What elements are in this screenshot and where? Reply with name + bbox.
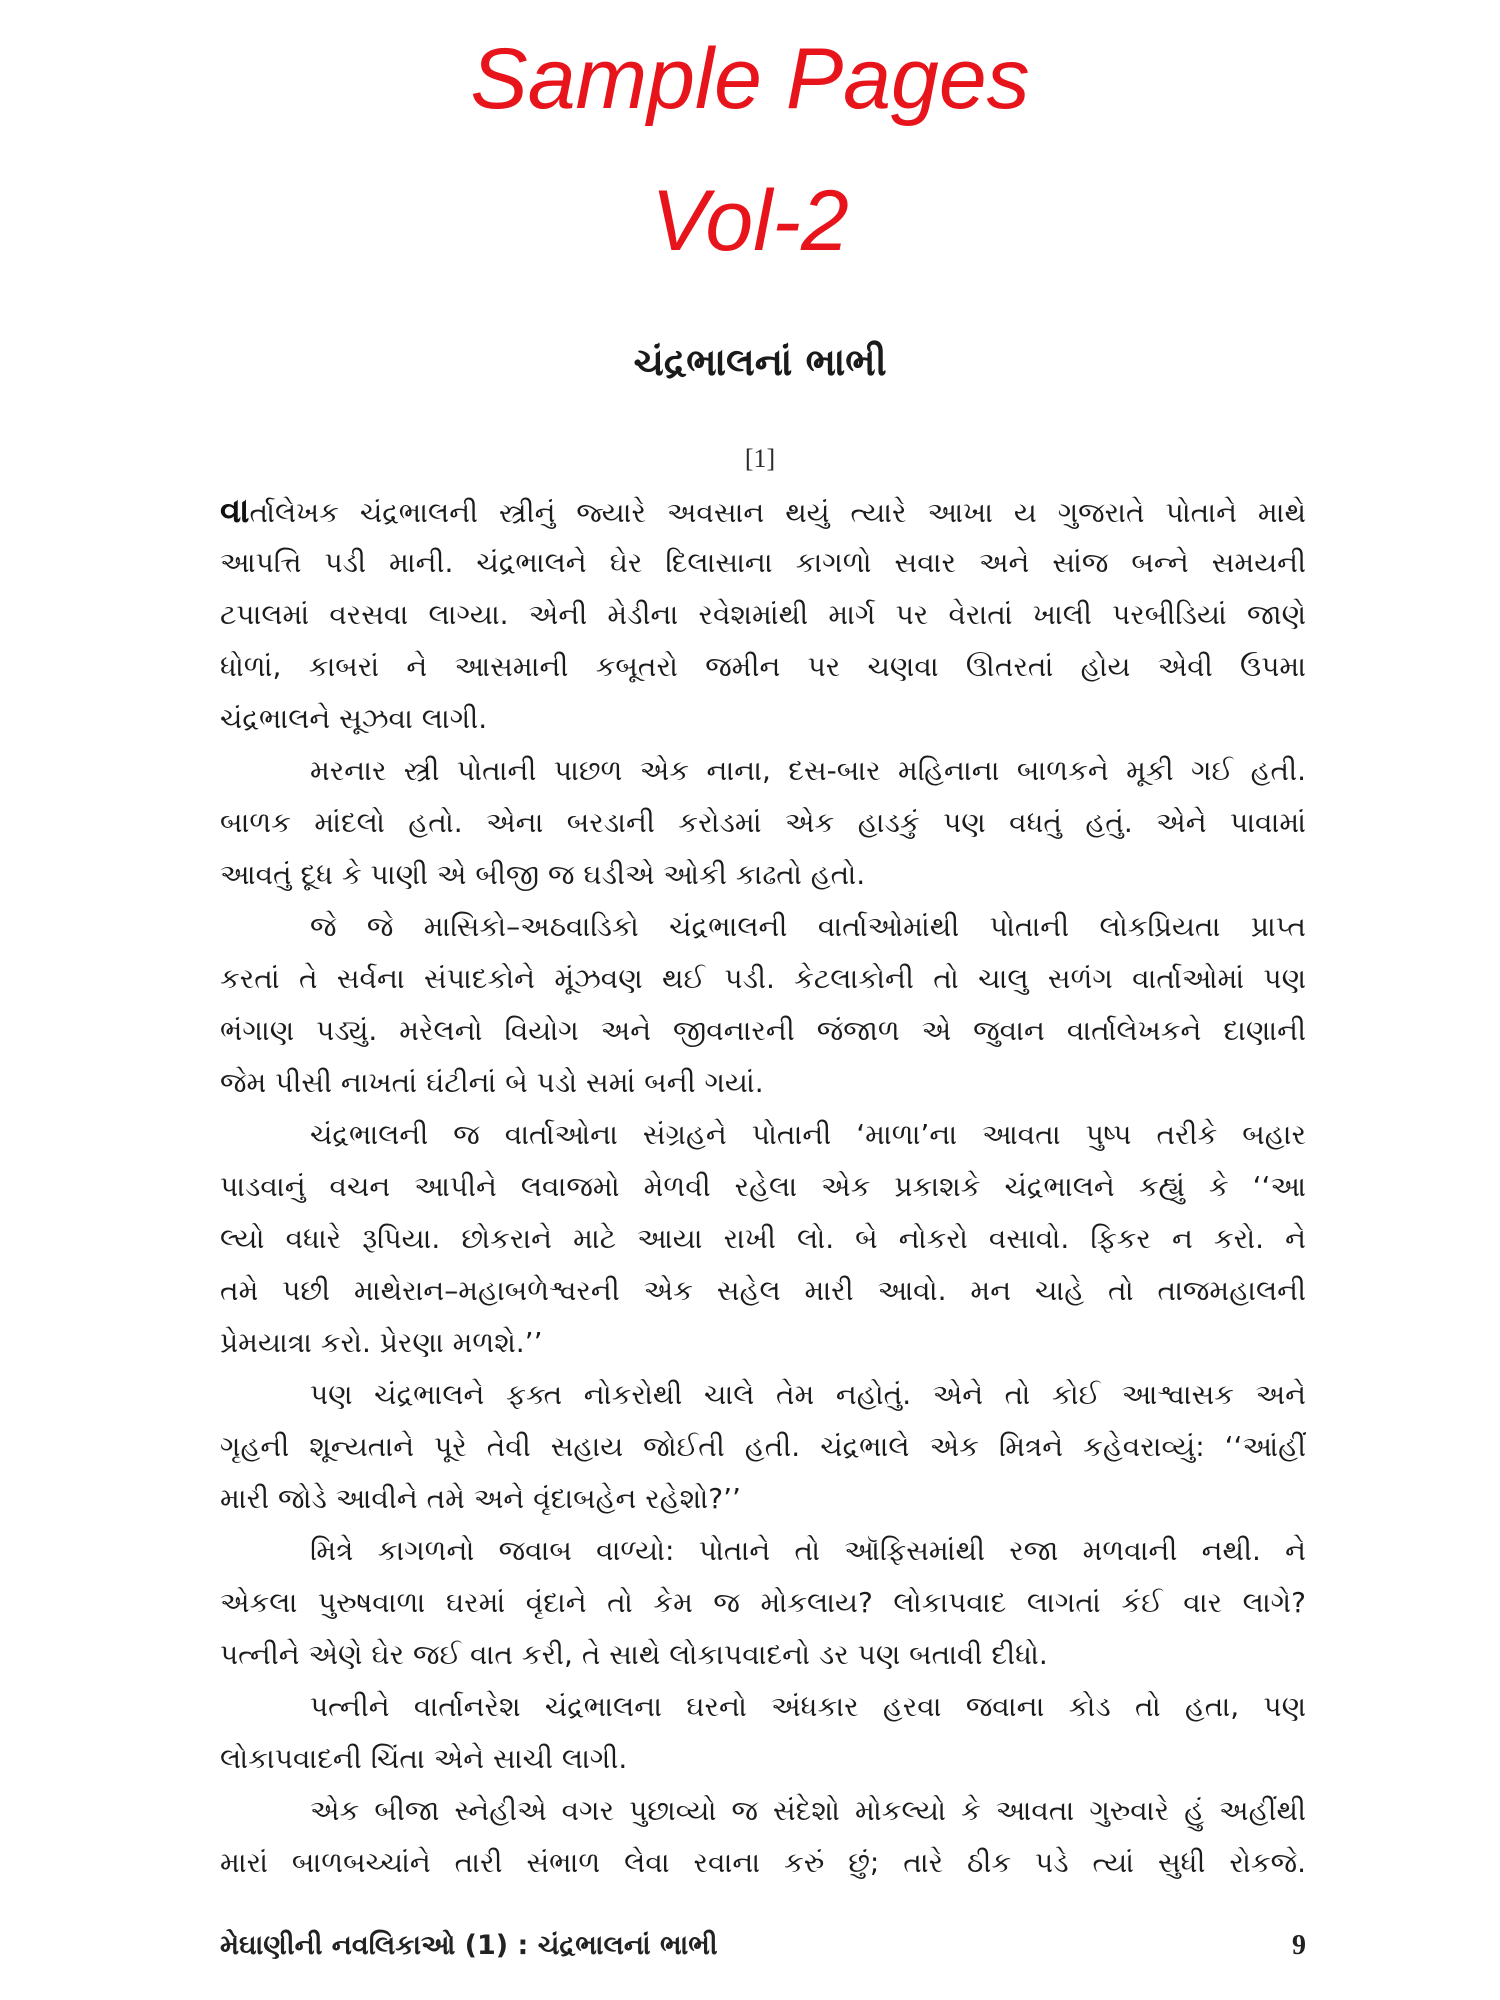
text-line: ભંગાણ પડ્યું. મરેલનો વિયોગ અને જીવનારની જંજાળ એ જુવાન વાર્તાલેખકને દાણાની — [220, 1014, 1306, 1047]
paragraph — [220, 1525, 1306, 1681]
text-line: એકલા પુરુષવાળા ઘરમાં વૃંદાને તો કેમ જ મોકલાય? લોકાપવાદ લાગતાં કંઈ વાર લાગે? — [220, 1586, 1306, 1619]
paragraph — [220, 901, 1306, 1109]
paragraph — [220, 1785, 1306, 1889]
story-title: ચંદ્રભાલનાં ભાભી — [633, 340, 887, 384]
paragraph — [220, 485, 1306, 745]
text-line: ગૃહની શૂન્યતાને પૂરે તેવી સહાય જોઈતી હતી. ચંદ્રભાલે એક મિત્રને કહેવરાવ્યું: ‘‘આંહીં — [220, 1430, 1306, 1463]
paragraph — [220, 1369, 1306, 1525]
text-line: પાડવાનું વચન આપીને લવાજમો મેળવી રહેલા એક પ્રકાશકે ચંદ્રભાલને કહ્યું કે ‘‘આ — [220, 1170, 1306, 1203]
text-line: આવતું દૂધ કે પાણી એ બીજી જ ઘડીએ ઓકી કાઢતો હતો. — [220, 858, 866, 891]
text-line: બાળક માંદલો હતો. એના બરડાની કરોડમાં એક હાડકું પણ વધતું હતું. એને પાવામાં — [220, 806, 1306, 839]
drop-lead-letters: વા — [220, 491, 250, 531]
text-line: તમે પછી માથેરાન–મહાબળેશ્વરની એક સહેલ મારી આવો. મન ચાહે તો તાજમહાલની — [220, 1274, 1306, 1307]
text-line: મારી જોડે આવીને તમે અને વૃંદાબહેન રહેશો?’’ — [220, 1482, 741, 1515]
text-line: ચંદ્રભાલને સૂઝવા લાગી. — [220, 702, 488, 735]
paragraph — [220, 1109, 1306, 1369]
text-line: પણ ચંદ્રભાલને ફક્ત નોકરોથી ચાલે તેમ નહોતું. એને તો કોઈ આશ્વાસક અને — [310, 1378, 1306, 1411]
text-line: લ્યો વધારે રૂપિયા. છોકરાને માટે આયા રાખી લો. બે નોકરો વસાવો. ફિકર ન કરો. ને — [220, 1222, 1306, 1255]
text-line: જેમ પીસી નાખતાં ઘંટીનાં બે પડો સમાં બની ગયાં. — [220, 1066, 764, 1099]
text-line: પત્નીને વાર્તાનરેશ ચંદ્રભાલના ઘરનો અંધકાર હરવા જવાના કોડ તો હતા, પણ — [310, 1690, 1306, 1723]
running-title: મેઘાણીની નવલિકાઓ (1) : ચંદ્રભાલનાં ભાભી — [220, 1930, 718, 1961]
text-line: મારાં બાળબચ્ચાંને તારી સંભાળ લેવા રવાના કરું છું; તારે ઠીક પડે ત્યાં સુધી રોકજે. — [220, 1846, 1306, 1879]
text-line: એક બીજા સ્નેહીએ વગર પુછાવ્યો જ સંદેશો મોકલ્યો કે આવતા ગુરુવારે હું અહીંથી — [310, 1794, 1306, 1827]
text-line: પ્રેમયાત્રા કરો. પ્રેરણા મળશે.’’ — [220, 1326, 543, 1359]
text-line — [220, 485, 1306, 537]
story-body — [220, 485, 1306, 1889]
text-line: કરતાં તે સર્વના સંપાદકોને મૂંઝવણ થઈ પડી. કેટલાકોની તો ચાલુ સળંગ વાર્તાઓમાં પણ — [220, 962, 1306, 995]
section-marker: [1] — [744, 444, 776, 473]
sample-pages-watermark: Sample Pages — [470, 31, 1030, 127]
paragraph — [220, 1681, 1306, 1785]
text-line: ધોળાં, કાબરાં ને આસમાની કબૂતરો જમીન પર ચણવા ઊતરતાં હોય એવી ઉપમા — [220, 650, 1306, 683]
text-line: મરનાર સ્ત્રી પોતાની પાછળ એક નાના, દસ-બાર મહિનાના બાળકને મૂકી ગઈ હતી. — [310, 754, 1306, 787]
text-line-rest: ર્તાલેખક ચંદ્રભાલની સ્ત્રીનું જ્યારે અવસાન થયું ત્યારે આખા ય ગુજરાતે પોતાને માથે — [249, 496, 1306, 529]
text-line: મિત્રે કાગળનો જવાબ વાળ્યો: પોતાને તો ઑફિસમાંથી રજા મળવાની નથી. ને — [310, 1534, 1306, 1567]
paragraph — [220, 745, 1306, 901]
text-line: પત્નીને એણે ઘેર જઈ વાત કરી, તે સાથે લોકાપવાદનો ડર પણ બતાવી દીધો. — [220, 1638, 1048, 1671]
text-line: ચંદ્રભાલની જ વાર્તાઓના સંગ્રહને પોતાની ‘માળા’ના આવતા પુષ્પ તરીકે બહાર — [310, 1118, 1306, 1151]
text-line: આપત્તિ પડી માની. ચંદ્રભાલને ઘેર દિલાસાના કાગળો સવાર અને સાંજ બન્ને સમયની — [220, 546, 1306, 579]
volume-watermark: Vol-2 — [651, 173, 849, 269]
text-line: ટપાલમાં વરસવા લાગ્યા. એની મેડીના રવેશમાંથી માર્ગ પર વેરાતાં ખાલી પરબીડિયાં જાણે — [220, 598, 1306, 631]
text-line: જે જે માસિકો–અઠવાડિકો ચંદ્રભાલની વાર્તાઓમાંથી પોતાની લોકપ્રિયતા પ્રાપ્ત — [310, 910, 1306, 943]
text-line: લોકાપવાદની ચિંતા એને સાચી લાગી. — [220, 1742, 628, 1775]
page-footer — [220, 1920, 1306, 1972]
page-number: 9 — [1292, 1930, 1306, 1961]
